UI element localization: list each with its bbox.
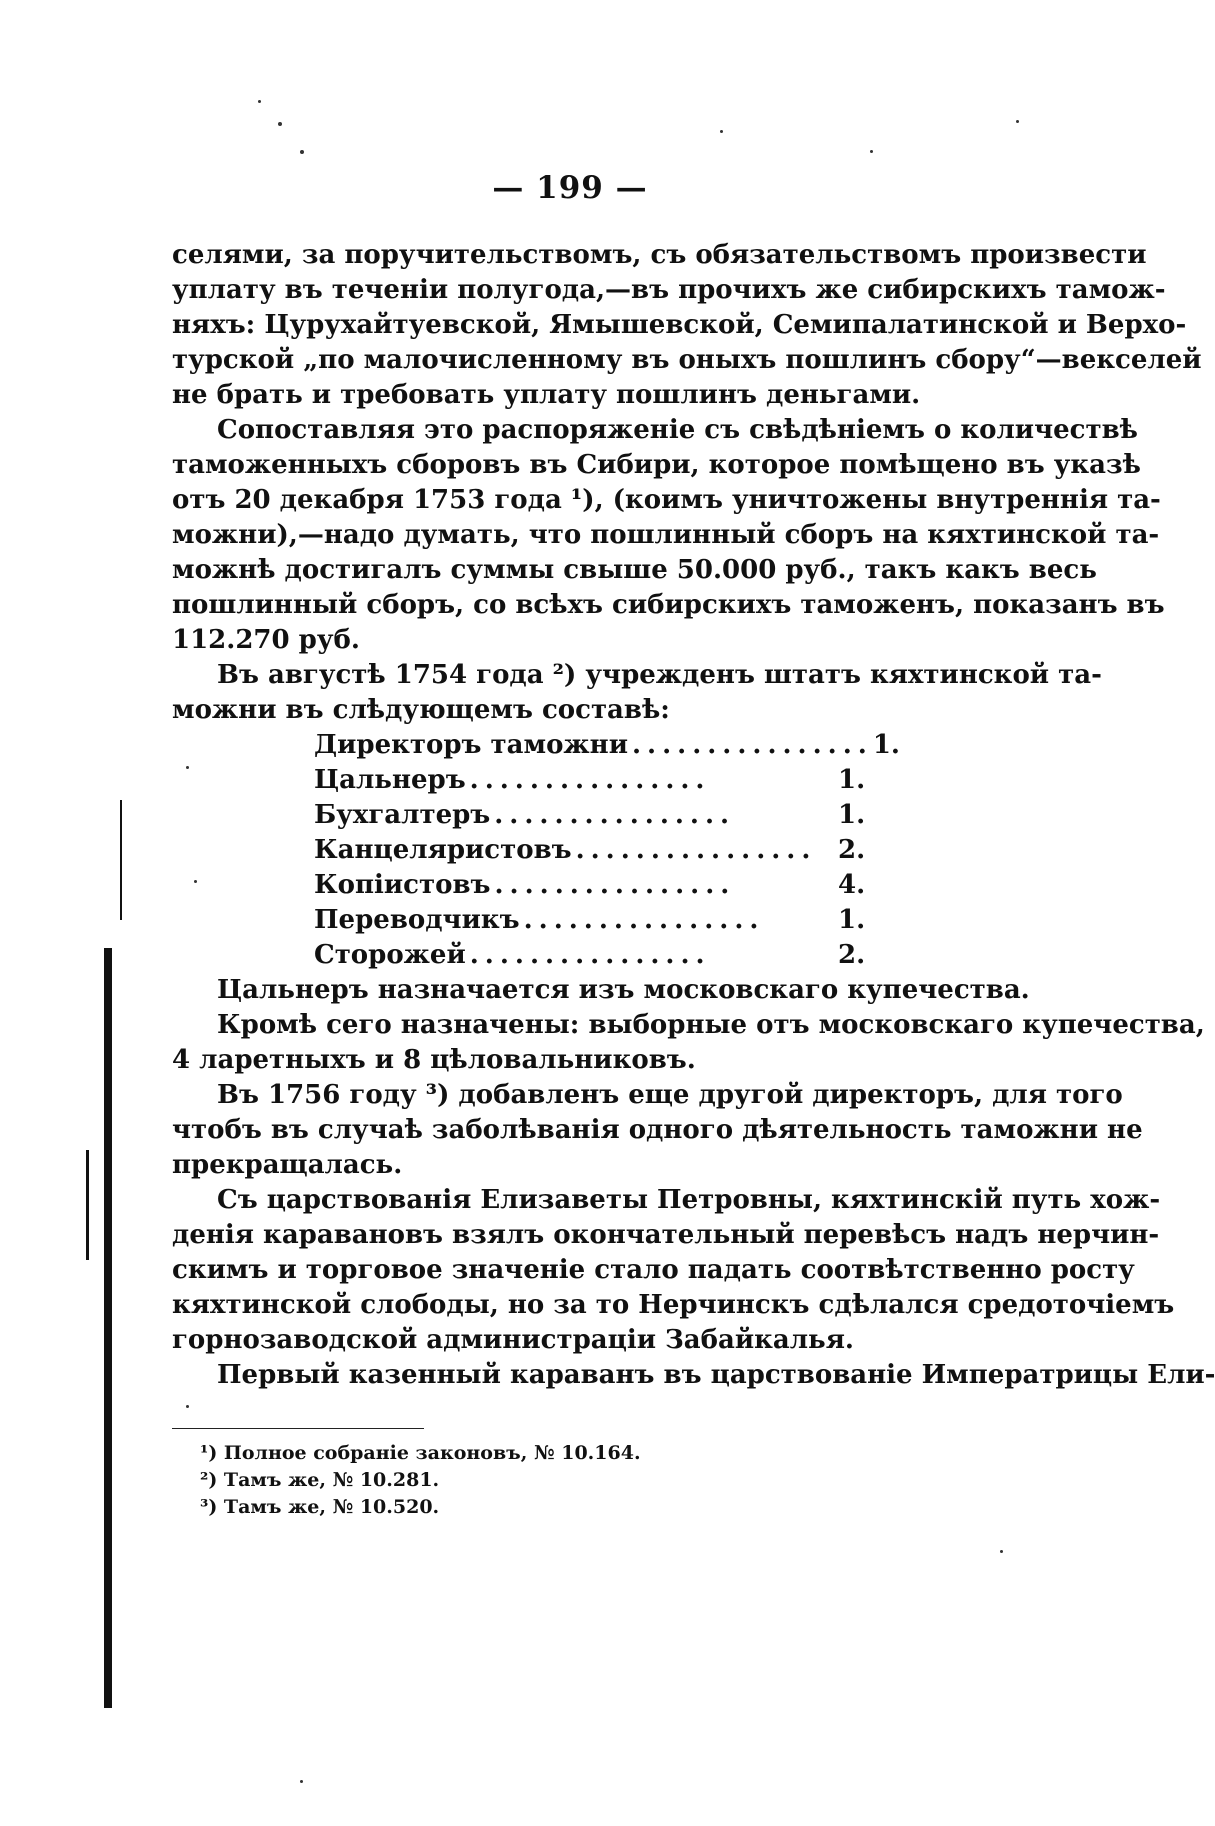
dot-leader: ................	[494, 870, 736, 900]
text-line: денія каравановъ взялъ окончательный перевѣсъ надъ нерчин-	[172, 1220, 1160, 1250]
footnote: ¹) Полное собраніе законовъ, № 10.164.	[200, 1442, 641, 1464]
text-line: няхъ: Цурухайтуевской, Ямышевской, Семипалатинской и Верхо-	[172, 310, 1187, 340]
text-line: 112.270 руб.	[172, 625, 360, 655]
scan-speck	[870, 150, 873, 153]
scan-speck	[194, 880, 197, 883]
footnote-rule	[172, 1428, 424, 1429]
staff-count: 2.	[838, 940, 866, 970]
staff-role: Директоръ таможни	[314, 730, 628, 760]
scan-speck	[186, 1405, 189, 1408]
scan-margin-bar	[104, 948, 112, 1708]
dot-leader: ................	[575, 835, 817, 865]
paragraph-start: Первый казенный караванъ въ царствованіе Императрицы Ели-	[217, 1360, 1215, 1390]
text-line: уплату въ теченіи полугода,—въ прочихъ же сибирскихъ тамож-	[172, 275, 1166, 305]
dot-leader: ................	[469, 940, 711, 970]
staff-role: Канцеляристовъ	[314, 835, 572, 865]
body-text	[172, 238, 1215, 1393]
staff-row	[314, 868, 874, 903]
staff-role: Копіистовъ	[314, 870, 491, 900]
text-line: скимъ и торговое значеніе стало падать соотвѣтственно росту	[172, 1255, 1135, 1285]
footnotes	[200, 1440, 641, 1521]
staff-role: Бухгалтеръ	[314, 800, 491, 830]
text-line: можнѣ достигалъ суммы свыше 50.000 руб., такъ какъ весь	[172, 555, 1097, 585]
scan-speck	[186, 766, 189, 769]
page-number: — 199 —	[492, 170, 648, 206]
footnote: ³) Тамъ же, № 10.520.	[200, 1496, 440, 1518]
text-line: можни въ слѣдующемъ составѣ:	[172, 695, 670, 725]
paragraph-start: Съ царствованія Елизаветы Петровны, кяхтинскій путь хож-	[217, 1185, 1161, 1215]
text-line: кяхтинской слободы, но за то Нерчинскъ сдѣлался средоточіемъ	[172, 1290, 1175, 1320]
scan-speck	[1000, 1550, 1003, 1553]
text-line: турской „по малочисленному въ оныхъ пошлинъ сбору“—векселей	[172, 345, 1202, 375]
staff-count: 2.	[838, 835, 866, 865]
text-line: селями, за поручительствомъ, съ обязательствомъ произвести	[172, 240, 1147, 270]
text-line: прекращалась.	[172, 1150, 403, 1180]
text-line: 4 ларетныхъ и 8 цѣловальниковъ.	[172, 1045, 696, 1075]
staff-role: Переводчикъ	[314, 905, 520, 935]
staff-row	[314, 798, 874, 833]
scan-speck	[300, 150, 304, 154]
text-line: таможенныхъ сборовъ въ Сибири, которое помѣщено въ указѣ	[172, 450, 1141, 480]
dot-leader: ................	[494, 800, 736, 830]
dot-leader: ................	[523, 905, 765, 935]
scan-margin-line	[120, 800, 122, 920]
staff-role: Сторожей	[314, 940, 466, 970]
scan-speck	[278, 122, 282, 126]
scan-speck	[258, 100, 261, 103]
text-line: горнозаводской администраціи Забайкалья.	[172, 1325, 854, 1355]
scan-margin-line	[86, 1150, 89, 1260]
staff-row	[314, 833, 874, 868]
text-line: не брать и требовать уплату пошлинъ деньгами.	[172, 380, 921, 410]
paragraph-start: Въ августѣ 1754 года ²) учрежденъ штатъ кяхтинской та-	[217, 660, 1102, 690]
scan-speck	[720, 130, 723, 133]
staff-count: 1.	[838, 905, 866, 935]
text-line: отъ 20 декабря 1753 года ¹), (коимъ уничтожены внутреннія та-	[172, 485, 1161, 515]
staff-count: 1.	[838, 765, 866, 795]
staff-count: 4.	[838, 870, 866, 900]
scan-speck	[1016, 120, 1019, 123]
paragraph-start: Цальнеръ назначается изъ московскаго купечества.	[217, 975, 1030, 1005]
text-line: пошлинный сборъ, со всѣхъ сибирскихъ таможенъ, показанъ въ	[172, 590, 1165, 620]
footnote: ²) Тамъ же, № 10.281.	[200, 1469, 440, 1491]
staff-row	[314, 728, 900, 763]
paragraph-start: Кромѣ сего назначены: выборные отъ московскаго купечества,	[217, 1010, 1205, 1040]
staff-row	[314, 763, 874, 798]
staff-count: 1.	[872, 730, 900, 760]
scan-speck	[300, 1780, 303, 1783]
staff-count: 1.	[838, 800, 866, 830]
text-line: можни),—надо думать, что пошлинный сборъ на кяхтинской та-	[172, 520, 1160, 550]
text-line: чтобъ въ случаѣ заболѣванія одного дѣятельность таможни не	[172, 1115, 1143, 1145]
staff-table	[314, 728, 900, 973]
staff-row	[314, 938, 874, 973]
staff-row	[314, 903, 874, 938]
paragraph-start: Сопоставляя это распоряженіе съ свѣдѣніемъ о количествѣ	[217, 415, 1138, 445]
dot-leader: ................	[631, 730, 873, 760]
staff-role: Цальнеръ	[314, 765, 466, 795]
paragraph-start: Въ 1756 году ³) добавленъ еще другой директоръ, для того	[217, 1080, 1123, 1110]
dot-leader: ................	[469, 765, 711, 795]
